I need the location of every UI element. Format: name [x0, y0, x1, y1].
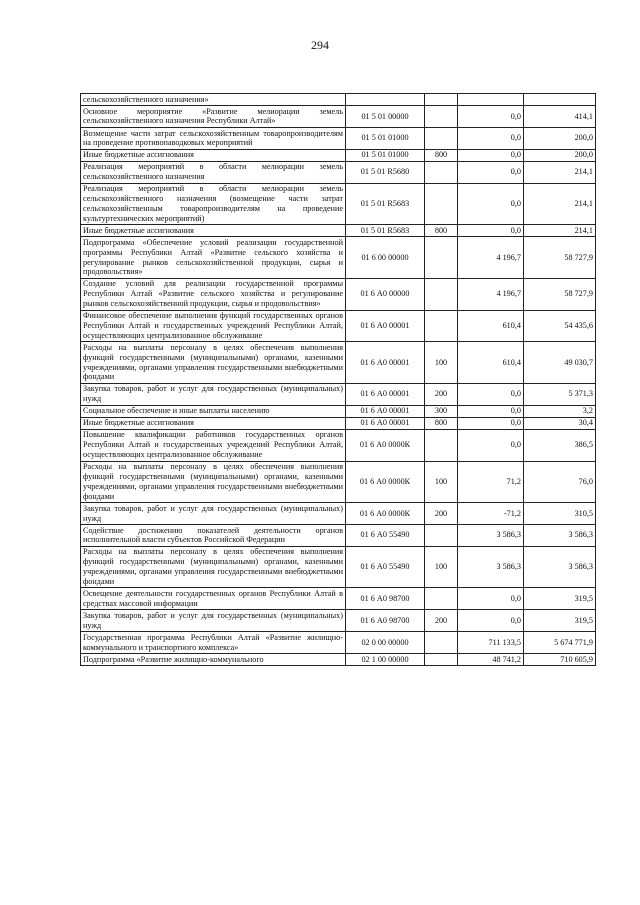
table-row: [81, 149, 596, 161]
row-amount-change-cell: 610,4: [458, 310, 524, 342]
page-number: 294: [311, 38, 329, 52]
row-code-cell: 01 5 01 01000: [346, 127, 425, 149]
row-code-cell: 01 6 А0 00001: [346, 417, 425, 429]
row-amount-total-cell: 710 605,9: [524, 654, 596, 666]
row-amount-total-cell: 3,2: [524, 405, 596, 417]
row-name-cell: Закупка товаров, работ и услуг для государственных (муниципальных) нужд: [81, 503, 346, 525]
row-code-cell: [346, 94, 425, 106]
row-amount-total-cell: 214,1: [524, 183, 596, 225]
row-amount-total-cell: 54 435,6: [524, 310, 596, 342]
table-row: [81, 278, 596, 310]
row-amount-change-cell: -71,2: [458, 503, 524, 525]
row-amount-total-cell: 319,5: [524, 588, 596, 610]
row-amount-total-cell: 414,1: [524, 106, 596, 128]
row-expense-type-cell: 100: [425, 461, 458, 503]
table-row: [81, 383, 596, 405]
row-expense-type-cell: [425, 106, 458, 128]
table-row: [81, 161, 596, 183]
row-name-cell: Повышение квалификации работников государственных органов Республики Алтай и государственных учреждений Республики Алтай, осуществляющих централизованное обслуживание: [81, 429, 346, 461]
row-name-cell: Расходы на выплаты персоналу в целях обеспечения выполнения функций государственными (муниципальными) органами, казенными учреждениями, органами управления государственными внебюджетными фондами: [81, 546, 346, 588]
row-name-cell: Создание условий для реализации государственной программы Республики Алтай «Развитие сельского хозяйства и регулирование рынков сельскохозяйственной продукции, сырья и продовольствия»: [81, 278, 346, 310]
row-name-cell: Содействие достижению показателей деятельности органов исполнительной власти субъектов Российской Федерации: [81, 524, 346, 546]
row-code-cell: 02 1 00 00000: [346, 654, 425, 666]
row-name-cell: Государственная программа Республики Алтай «Развитие жилищно-коммунального и транспортного комплекса»: [81, 632, 346, 654]
row-expense-type-cell: [425, 127, 458, 149]
row-name-cell: сельскохозяйственного назначения»: [81, 94, 346, 106]
row-expense-type-cell: [425, 161, 458, 183]
table-row: [81, 127, 596, 149]
row-amount-change-cell: 4 196,7: [458, 237, 524, 279]
row-amount-total-cell: 310,5: [524, 503, 596, 525]
row-expense-type-cell: [425, 94, 458, 106]
row-expense-type-cell: [425, 654, 458, 666]
row-code-cell: 01 6 А0 00001: [346, 383, 425, 405]
row-expense-type-cell: 800: [425, 149, 458, 161]
table-row: [81, 654, 596, 666]
table-row: [81, 429, 596, 461]
row-amount-total-cell: 200,0: [524, 127, 596, 149]
row-expense-type-cell: 200: [425, 610, 458, 632]
row-expense-type-cell: [425, 429, 458, 461]
row-amount-total-cell: 49 030,7: [524, 342, 596, 384]
table-row: [81, 106, 596, 128]
budget-table: [80, 93, 596, 666]
row-name-cell: Иные бюджетные ассигнования: [81, 417, 346, 429]
row-amount-change-cell: 71,2: [458, 461, 524, 503]
table-row: [81, 225, 596, 237]
row-expense-type-cell: 200: [425, 383, 458, 405]
row-name-cell: Иные бюджетные ассигнования: [81, 149, 346, 161]
row-expense-type-cell: 800: [425, 417, 458, 429]
table-row: [81, 405, 596, 417]
row-amount-total-cell: 214,1: [524, 161, 596, 183]
row-name-cell: Подпрограмма «Развитие жилищно-коммунального: [81, 654, 346, 666]
table-row: [81, 237, 596, 279]
row-amount-change-cell: 0,0: [458, 225, 524, 237]
row-amount-change-cell: 0,0: [458, 383, 524, 405]
row-amount-total-cell: 5 371,3: [524, 383, 596, 405]
table-row: [81, 417, 596, 429]
row-name-cell: Социальное обеспечение и иные выплаты населению: [81, 405, 346, 417]
row-code-cell: 01 6 А0 55490: [346, 524, 425, 546]
row-amount-total-cell: 200,0: [524, 149, 596, 161]
table-row: [81, 588, 596, 610]
row-name-cell: Освещение деятельности государственных органов Республики Алтай в средствах массовой информации: [81, 588, 346, 610]
row-code-cell: 01 6 00 00000: [346, 237, 425, 279]
table-row: [81, 94, 596, 106]
row-code-cell: 01 6 А0 0000К: [346, 503, 425, 525]
row-code-cell: 01 6 А0 0000К: [346, 429, 425, 461]
row-expense-type-cell: [425, 237, 458, 279]
row-amount-total-cell: 76,0: [524, 461, 596, 503]
table-row: [81, 310, 596, 342]
row-amount-total-cell: 3 586,3: [524, 524, 596, 546]
table-row: [81, 183, 596, 225]
row-amount-change-cell: 0,0: [458, 429, 524, 461]
row-amount-change-cell: 0,0: [458, 183, 524, 225]
row-expense-type-cell: 200: [425, 503, 458, 525]
row-amount-change-cell: 4 196,7: [458, 278, 524, 310]
row-code-cell: 01 5 01 R5683: [346, 183, 425, 225]
row-amount-change-cell: 48 741,2: [458, 654, 524, 666]
table-row: [81, 503, 596, 525]
row-code-cell: 01 6 А0 00001: [346, 310, 425, 342]
row-amount-change-cell: 0,0: [458, 610, 524, 632]
row-expense-type-cell: [425, 524, 458, 546]
table-row: [81, 342, 596, 384]
row-amount-total-cell: [524, 94, 596, 106]
row-code-cell: 01 6 А0 00000: [346, 278, 425, 310]
row-amount-change-cell: 0,0: [458, 588, 524, 610]
row-amount-change-cell: 711 133,5: [458, 632, 524, 654]
row-name-cell: Расходы на выплаты персоналу в целях обеспечения выполнения функций государственными (муниципальными) органами, казенными учреждениями, органами управления государственными внебюджетными фондами: [81, 342, 346, 384]
row-expense-type-cell: 100: [425, 342, 458, 384]
row-name-cell: Реализация мероприятий в области мелиорации земель сельскохозяйственного назначения (возмещение части затрат сельскохозяйственным товаропроизводителям на проведение культуртехнических мероприятий): [81, 183, 346, 225]
row-code-cell: 01 6 А0 0000К: [346, 461, 425, 503]
row-name-cell: Финансовое обеспечение выполнения функций государственных органов Республики Алтай и государственных учреждений Республики Алтай, осуществляющих централизованное обслуживание: [81, 310, 346, 342]
row-code-cell: 02 0 00 00000: [346, 632, 425, 654]
row-expense-type-cell: 300: [425, 405, 458, 417]
row-code-cell: 01 5 01 R5680: [346, 161, 425, 183]
row-name-cell: Расходы на выплаты персоналу в целях обеспечения выполнения функций государственными (муниципальными) органами, казенными учреждениями, органами управления государственными внебюджетными фондами: [81, 461, 346, 503]
row-code-cell: 01 6 А0 98700: [346, 588, 425, 610]
budget-table-body: [81, 94, 596, 666]
row-name-cell: Иные бюджетные ассигнования: [81, 225, 346, 237]
row-amount-total-cell: 5 674 771,9: [524, 632, 596, 654]
row-amount-change-cell: 610,4: [458, 342, 524, 384]
row-code-cell: 01 5 01 R5683: [346, 225, 425, 237]
row-code-cell: 01 6 А0 00001: [346, 342, 425, 384]
row-amount-total-cell: 214,1: [524, 225, 596, 237]
row-name-cell: Закупка товаров, работ и услуг для государственных (муниципальных) нужд: [81, 383, 346, 405]
row-amount-total-cell: 58 727,9: [524, 278, 596, 310]
row-expense-type-cell: [425, 310, 458, 342]
row-name-cell: Возмещение части затрат сельскохозяйственным товаропроизводителям на проведение противопаводковых мероприятий: [81, 127, 346, 149]
table-row: [81, 524, 596, 546]
row-expense-type-cell: [425, 183, 458, 225]
row-expense-type-cell: 800: [425, 225, 458, 237]
row-name-cell: Подпрограмма «Обеспечение условий реализации государственной программы Республики Алтай «Развитие сельского хозяйства и регулирование рынков сельскохозяйственной продукции, сырья и продовольствия»: [81, 237, 346, 279]
row-name-cell: Основное мероприятие «Развитие мелиорации земель сельскохозяйственного назначения Республики Алтай»: [81, 106, 346, 128]
row-amount-change-cell: [458, 94, 524, 106]
row-amount-change-cell: 0,0: [458, 127, 524, 149]
row-amount-change-cell: 0,0: [458, 149, 524, 161]
row-amount-change-cell: 0,0: [458, 405, 524, 417]
row-amount-total-cell: 319,5: [524, 610, 596, 632]
row-amount-total-cell: 386,5: [524, 429, 596, 461]
row-expense-type-cell: 100: [425, 546, 458, 588]
row-amount-total-cell: 30,4: [524, 417, 596, 429]
row-amount-change-cell: 3 586,3: [458, 524, 524, 546]
row-expense-type-cell: [425, 588, 458, 610]
row-code-cell: 01 5 01 01000: [346, 149, 425, 161]
table-row: [81, 610, 596, 632]
row-expense-type-cell: [425, 278, 458, 310]
row-code-cell: 01 5 01 00000: [346, 106, 425, 128]
row-code-cell: 01 6 А0 98700: [346, 610, 425, 632]
table-row: [81, 546, 596, 588]
row-amount-change-cell: 0,0: [458, 417, 524, 429]
row-code-cell: 01 6 А0 00001: [346, 405, 425, 417]
row-name-cell: Закупка товаров, работ и услуг для государственных (муниципальных) нужд: [81, 610, 346, 632]
table-row: [81, 632, 596, 654]
row-amount-change-cell: 3 586,3: [458, 546, 524, 588]
row-name-cell: Реализация мероприятий в области мелиорации земель сельскохозяйственного назначения: [81, 161, 346, 183]
row-expense-type-cell: [425, 632, 458, 654]
row-code-cell: 01 6 А0 55490: [346, 546, 425, 588]
row-amount-total-cell: 3 586,3: [524, 546, 596, 588]
row-amount-change-cell: 0,0: [458, 161, 524, 183]
row-amount-change-cell: 0,0: [458, 106, 524, 128]
row-amount-total-cell: 58 727,9: [524, 237, 596, 279]
table-row: [81, 461, 596, 503]
